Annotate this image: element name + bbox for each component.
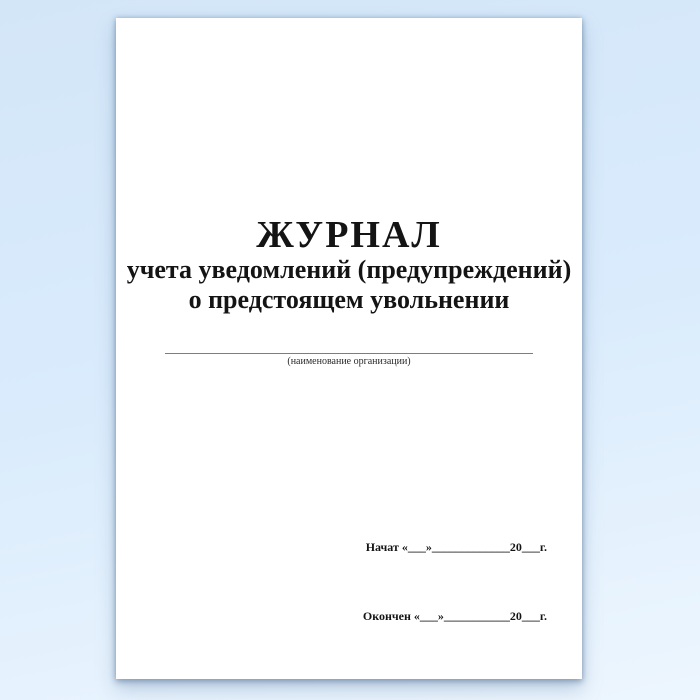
journal-title: ЖУРНАЛ [256, 214, 442, 256]
organization-fill-line [165, 338, 533, 354]
started-line: Начат «___»_____________20___г. [365, 540, 547, 554]
journal-subtitle-line1: учета уведомлений (предупреждений) [126, 255, 572, 284]
dates-block [363, 490, 547, 674]
journal-cover-page [116, 18, 582, 679]
organization-caption: (наименование организации) [287, 356, 411, 367]
journal-subtitle [116, 255, 582, 315]
journal-subtitle-line2: о предстоящем увольнении [188, 285, 510, 314]
finished-line: Окончен «___»___________20___г. [362, 609, 547, 623]
organization-field [165, 338, 533, 368]
